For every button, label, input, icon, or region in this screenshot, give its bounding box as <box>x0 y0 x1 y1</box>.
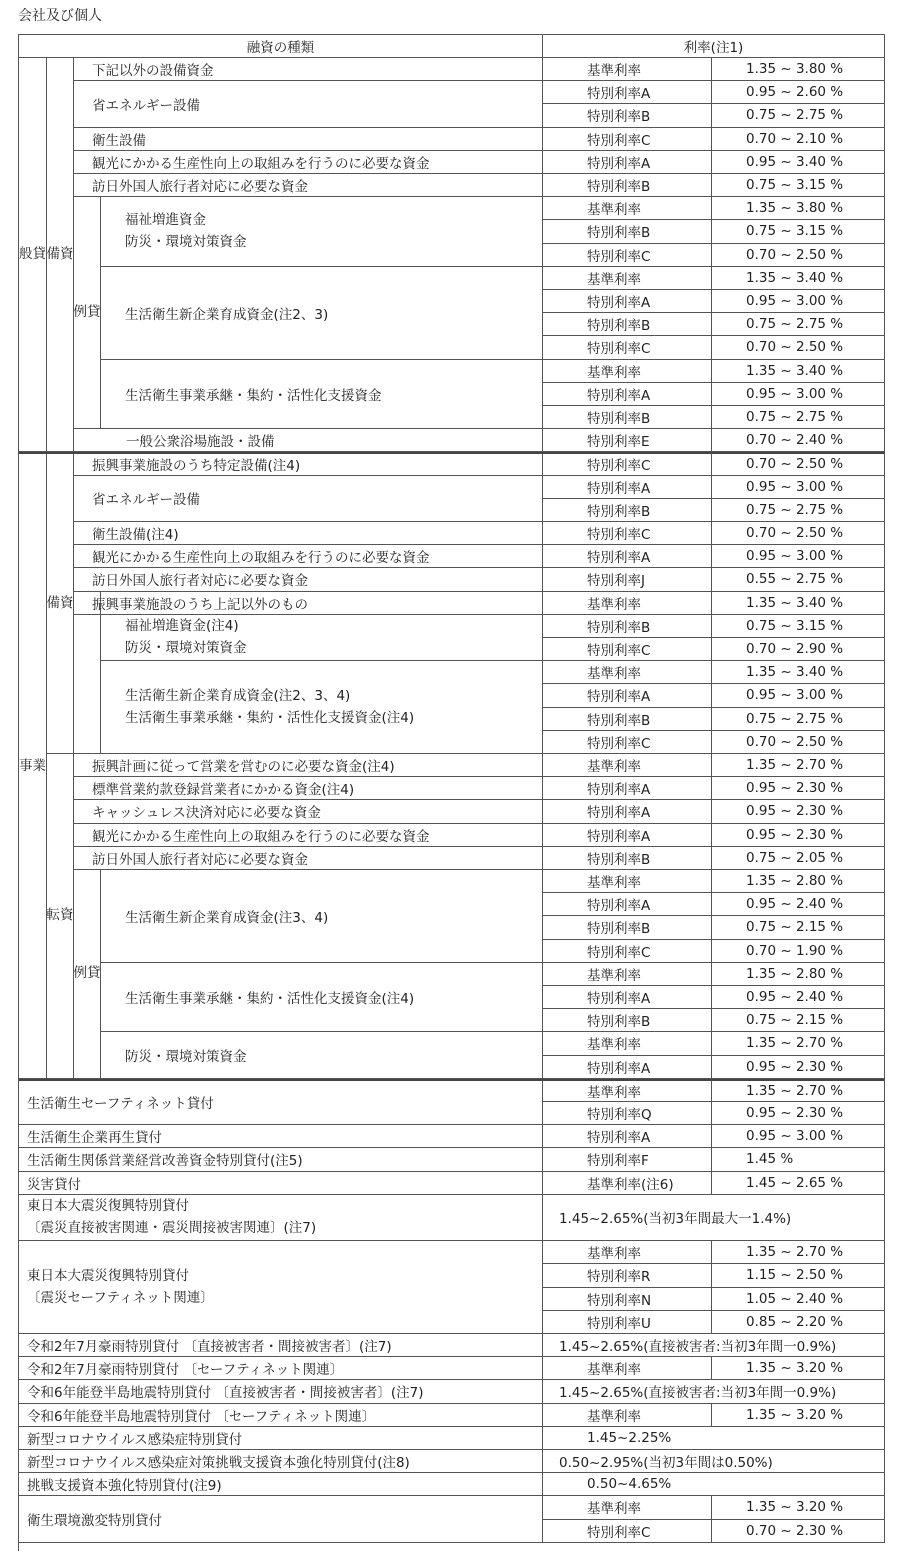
rate-value-44: 0.95 ~ 2.30 % <box>712 1056 885 1079</box>
rate-category-46: 特別利率Q <box>543 1102 712 1125</box>
loan-type-17: 生活衛生新企業育成資金(注2、3、4) 生活衛生事業承継・集約・活性化支援資金(注4) <box>101 661 543 754</box>
loan-type-20: キャッシュレス決済対応に必要な資金 <box>74 800 543 823</box>
rate-merged-59: 1.45~2.25% <box>543 1427 885 1450</box>
rate-category-53: 特別利率N <box>543 1288 712 1311</box>
rate-value-2: 0.95 ~ 2.60 % <box>712 81 885 104</box>
rate-value-10: 1.35 ~ 3.40 % <box>712 267 885 290</box>
loan-type-27: 生活衛生企業再生貸付 <box>19 1125 543 1148</box>
rate-category-26: 特別利率C <box>543 638 712 661</box>
rate-category-34: 特別利率A <box>543 824 712 847</box>
rate-value-12: 0.75 ~ 2.75 % <box>712 313 885 336</box>
loan-type-39: 衛生環境激変特別貸付 <box>19 1496 543 1542</box>
rate-category-58: 基準利率 <box>543 1404 712 1427</box>
rate-category-36: 基準利率 <box>543 870 712 893</box>
rate-value-26: 0.70 ~ 2.90 % <box>712 638 885 661</box>
loan-type-37: 新型コロナウイルス感染症対策挑戦支援資本強化特別貸付(注8) <box>19 1450 543 1473</box>
loan-type-19: 標準営業約款登録営業者にかかる資金(注4) <box>74 777 543 800</box>
loan-type-15: 振興事業施設のうち上記以外のもの <box>74 592 543 615</box>
rate-category-3: 特別利率B <box>543 104 712 127</box>
rate-value-37: 0.95 ~ 2.40 % <box>712 893 885 916</box>
loan-type-30: 東日本大震災復興特別貸付 〔震災直接被害関連・震災間接被害関連〕(注7) <box>19 1195 543 1241</box>
loan-type-10: 振興事業施設のうち特定設備(注4) <box>74 452 543 475</box>
rate-value-23: 0.55 ~ 2.75 % <box>712 568 885 591</box>
rate-category-20: 特別利率B <box>543 499 712 522</box>
loan-type-12: 衛生設備(注4) <box>74 522 543 545</box>
rate-category-32: 特別利率A <box>543 777 712 800</box>
rate-category-38: 特別利率B <box>543 916 712 939</box>
group-ippan-tokurei-kashitsuke: 例 貸 <box>74 197 101 429</box>
loan-type-22: 訪日外国人旅行者対応に必要な資金 <box>74 847 543 870</box>
rate-category-37: 特別利率A <box>543 893 712 916</box>
rate-category-13: 特別利率C <box>543 336 712 359</box>
group-shinko-tokurei-kashitsuke: 例 貸 <box>74 870 101 1079</box>
rate-value-6: 0.75 ~ 3.15 % <box>712 174 885 197</box>
rate-value-4: 0.70 ~ 2.10 % <box>712 128 885 151</box>
loan-type-35: 令和6年能登半島地震特別貸付 〔セーフティネット関連〕 <box>19 1404 543 1427</box>
rate-value-11: 0.95 ~ 3.00 % <box>712 290 885 313</box>
rate-category-27: 基準利率 <box>543 661 712 684</box>
rate-category-33: 特別利率A <box>543 800 712 823</box>
rate-category-4: 特別利率C <box>543 128 712 151</box>
rate-value-25: 0.75 ~ 3.15 % <box>712 615 885 638</box>
rate-value-9: 0.70 ~ 2.50 % <box>712 244 885 267</box>
rate-value-40: 1.35 ~ 2.80 % <box>712 963 885 986</box>
rate-category-6: 特別利率B <box>543 174 712 197</box>
loan-type-32: 令和2年7月豪雨特別貸付 〔直接被害者・間接被害者〕(注7) <box>19 1334 543 1357</box>
rate-category-12: 特別利率B <box>543 313 712 336</box>
rate-value-17: 0.70 ~ 2.40 % <box>712 429 885 452</box>
rate-category-18: 特別利率C <box>543 452 712 475</box>
rate-value-62: 1.35 ~ 3.20 % <box>712 1496 885 1519</box>
loan-type-4: 観光にかかる生産性向上の取組みを行うのに必要な資金 <box>74 151 543 174</box>
rate-value-33: 0.95 ~ 2.30 % <box>712 800 885 823</box>
rate-category-29: 特別利率B <box>543 708 712 731</box>
rate-category-47: 特別利率A <box>543 1125 712 1148</box>
rate-category-62: 基準利率 <box>543 1496 712 1519</box>
rate-category-43: 基準利率 <box>543 1032 712 1055</box>
rate-category-22: 特別利率A <box>543 545 712 568</box>
rate-value-42: 0.75 ~ 2.15 % <box>712 1009 885 1032</box>
rate-category-54: 特別利率U <box>543 1311 712 1334</box>
rate-value-30: 0.70 ~ 2.50 % <box>712 731 885 754</box>
group-shinko-setsubi-spacer <box>74 592 101 754</box>
loan-type-7: 生活衛生新企業育成資金(注2、3) <box>101 267 543 360</box>
rate-value-14: 1.35 ~ 3.40 % <box>712 360 885 383</box>
rate-value-56: 1.35 ~ 3.20 % <box>712 1357 885 1380</box>
rate-category-42: 特別利率B <box>543 1009 712 1032</box>
rate-category-28: 特別利率A <box>543 684 712 707</box>
loan-type-21: 観光にかかる生産性向上の取組みを行うのに必要な資金 <box>74 824 543 847</box>
rate-category-48: 特別利率F <box>543 1148 712 1171</box>
rate-category-44: 特別利率A <box>543 1056 712 1079</box>
loan-type-16: 福祉増進資金(注4) 防災・環境対策資金 <box>101 615 543 661</box>
rate-merged-61: 0.50~4.65% <box>543 1473 885 1496</box>
rate-category-2: 特別利率A <box>543 81 712 104</box>
rate-merged-60: 0.50~2.95%(当初3年間は0.50%) <box>543 1450 885 1473</box>
rate-category-17: 特別利率E <box>543 429 712 452</box>
rate-category-15: 特別利率A <box>543 383 712 406</box>
loan-type-24: 生活衛生事業承継・集約・活性化支援資金(注4) <box>101 963 543 1033</box>
loan-type-28: 生活衛生関係営業経営改善資金特別貸付(注5) <box>19 1148 543 1171</box>
rate-category-52: 特別利率R <box>543 1264 712 1287</box>
rate-category-35: 特別利率B <box>543 847 712 870</box>
rate-category-21: 特別利率C <box>543 522 712 545</box>
loan-type-13: 観光にかかる生産性向上の取組みを行うのに必要な資金 <box>74 545 543 568</box>
rate-value-22: 0.95 ~ 3.00 % <box>712 545 885 568</box>
rate-value-29: 0.75 ~ 2.75 % <box>712 708 885 731</box>
rate-value-8: 0.75 ~ 3.15 % <box>712 220 885 243</box>
rate-value-7: 1.35 ~ 3.80 % <box>712 197 885 220</box>
rate-value-3: 0.75 ~ 2.75 % <box>712 104 885 127</box>
rate-category-23: 特別利率J <box>543 568 712 591</box>
group-ippan-setsubi-shikin: 備 資 <box>47 58 74 452</box>
loan-type-14: 訪日外国人旅行者対応に必要な資金 <box>74 568 543 591</box>
rate-value-35: 0.75 ~ 2.05 % <box>712 847 885 870</box>
rate-value-16: 0.75 ~ 2.75 % <box>712 406 885 429</box>
loan-type-2: 省エネルギー設備 <box>74 81 543 127</box>
rate-value-1: 1.35 ~ 3.80 % <box>712 58 885 81</box>
loan-type-38: 挑戦支援資本強化特別貸付(注9) <box>19 1473 543 1496</box>
page-title: 会社及び個人 <box>18 8 102 24</box>
loan-type-33: 令和2年7月豪雨特別貸付 〔セーフティネット関連〕 <box>19 1357 543 1380</box>
rate-value-47: 0.95 ~ 3.00 % <box>712 1125 885 1148</box>
loan-type-5: 訪日外国人旅行者対応に必要な資金 <box>74 174 543 197</box>
loan-type-31: 東日本大震災復興特別貸付 〔震災セーフティネット関連〕 <box>19 1241 543 1334</box>
rate-category-5: 特別利率A <box>543 151 712 174</box>
loan-type-34: 令和6年能登半島地震特別貸付 〔直接被害者・間接被害者〕(注7) <box>19 1380 543 1403</box>
rate-category-14: 基準利率 <box>543 360 712 383</box>
rate-value-20: 0.75 ~ 2.75 % <box>712 499 885 522</box>
rate-value-34: 0.95 ~ 2.30 % <box>712 824 885 847</box>
rate-category-31: 基準利率 <box>543 754 712 777</box>
rate-category-30: 特別利率C <box>543 731 712 754</box>
rate-value-24: 1.35 ~ 3.40 % <box>712 592 885 615</box>
rate-category-11: 特別利率A <box>543 290 712 313</box>
rate-value-21: 0.70 ~ 2.50 % <box>712 522 885 545</box>
rate-category-51: 基準利率 <box>543 1241 712 1264</box>
rate-value-32: 0.95 ~ 2.30 % <box>712 777 885 800</box>
rate-category-24: 基準利率 <box>543 592 712 615</box>
rate-category-19: 特別利率A <box>543 476 712 499</box>
group-shinko-unten-shikin: 転 資 <box>47 754 74 1079</box>
rate-value-43: 1.35 ~ 2.70 % <box>712 1032 885 1055</box>
rate-value-49: 1.45 ~ 2.65 % <box>712 1172 885 1195</box>
rate-value-58: 1.35 ~ 3.20 % <box>712 1404 885 1427</box>
rate-category-25: 特別利率B <box>543 615 712 638</box>
rate-value-18: 0.70 ~ 2.50 % <box>712 452 885 475</box>
rate-value-36: 1.35 ~ 2.80 % <box>712 870 885 893</box>
loan-type-9: 一般公衆浴場施設・設備 <box>74 429 543 452</box>
rate-value-63: 0.70 ~ 2.30 % <box>712 1520 885 1543</box>
rate-value-28: 0.95 ~ 3.00 % <box>712 684 885 707</box>
rate-value-54: 0.85 ~ 2.20 % <box>712 1311 885 1334</box>
rate-category-9: 特別利率C <box>543 244 712 267</box>
loan-type-18: 振興計画に従って営業を営むのに必要な資金(注4) <box>74 754 543 777</box>
rate-value-41: 0.95 ~ 2.40 % <box>712 986 885 1009</box>
rate-category-63: 特別利率C <box>543 1520 712 1543</box>
rate-value-51: 1.35 ~ 2.70 % <box>712 1241 885 1264</box>
rate-value-39: 0.70 ~ 1.90 % <box>712 940 885 963</box>
rate-merged-57: 1.45~2.65%(直接被害者:当初3年間一0.9%) <box>543 1380 885 1403</box>
loan-type-25: 防災・環境対策資金 <box>101 1032 543 1078</box>
header-interest-rate: 利率(注1) <box>543 35 885 58</box>
loan-type-29: 災害貸付 <box>19 1172 543 1195</box>
rate-merged-55: 1.45~2.65%(直接被害者:当初3年間一0.9%) <box>543 1334 885 1357</box>
rate-value-45: 1.35 ~ 2.70 % <box>712 1079 885 1102</box>
rate-value-15: 0.95 ~ 3.00 % <box>712 383 885 406</box>
loan-type-3: 衛生設備 <box>74 128 543 151</box>
rate-category-40: 基準利率 <box>543 963 712 986</box>
rate-category-7: 基準利率 <box>543 197 712 220</box>
rate-value-19: 0.95 ~ 3.00 % <box>712 476 885 499</box>
rate-category-41: 特別利率A <box>543 986 712 1009</box>
rate-category-10: 基準利率 <box>543 267 712 290</box>
rate-value-52: 1.15 ~ 2.50 % <box>712 1264 885 1287</box>
loan-type-26: 生活衛生セーフティネット貸付 <box>19 1079 543 1125</box>
rate-value-13: 0.70 ~ 2.50 % <box>712 336 885 359</box>
rate-value-5: 0.95 ~ 3.40 % <box>712 151 885 174</box>
interest-rate-table <box>18 34 885 1551</box>
rate-category-49: 基準利率(注6) <box>543 1172 712 1195</box>
loan-type-1: 下記以外の設備資金 <box>74 58 543 81</box>
rate-value-38: 0.75 ~ 2.15 % <box>712 916 885 939</box>
rate-value-27: 1.35 ~ 3.40 % <box>712 661 885 684</box>
rate-category-1: 基準利率 <box>543 58 712 81</box>
group-shinko-setsubi-shikin: 備 資 <box>47 452 74 754</box>
rate-category-56: 基準利率 <box>543 1357 712 1380</box>
rate-value-31: 1.35 ~ 2.70 % <box>712 754 885 777</box>
group-ippan-kashitsuke: 般 貸 <box>19 58 47 452</box>
group-shinko-jigyo-kashitsuke: 事 業 <box>19 452 47 1078</box>
rate-value-53: 1.05 ~ 2.40 % <box>712 1288 885 1311</box>
rate-merged-50: 1.45~2.65%(当初3年間最大一1.4%) <box>543 1195 885 1241</box>
rate-category-8: 特別利率B <box>543 220 712 243</box>
rate-category-39: 特別利率C <box>543 940 712 963</box>
loan-type-36: 新型コロナウイルス感染症特別貸付 <box>19 1427 543 1450</box>
loan-type-8: 生活衛生事業承継・集約・活性化支援資金 <box>101 360 543 430</box>
loan-type-6: 福祉増進資金 防災・環境対策資金 <box>101 197 543 267</box>
rate-value-48: 1.45 % <box>712 1148 885 1171</box>
rate-category-45: 基準利率 <box>543 1079 712 1102</box>
rate-value-46: 0.95 ~ 2.30 % <box>712 1102 885 1125</box>
loan-type-11: 省エネルギー設備 <box>74 476 543 522</box>
rate-category-16: 特別利率B <box>543 406 712 429</box>
loan-type-23: 生活衛生新企業育成資金(注3、4) <box>101 870 543 963</box>
header-loan-type: 融資の種類 <box>19 35 543 58</box>
